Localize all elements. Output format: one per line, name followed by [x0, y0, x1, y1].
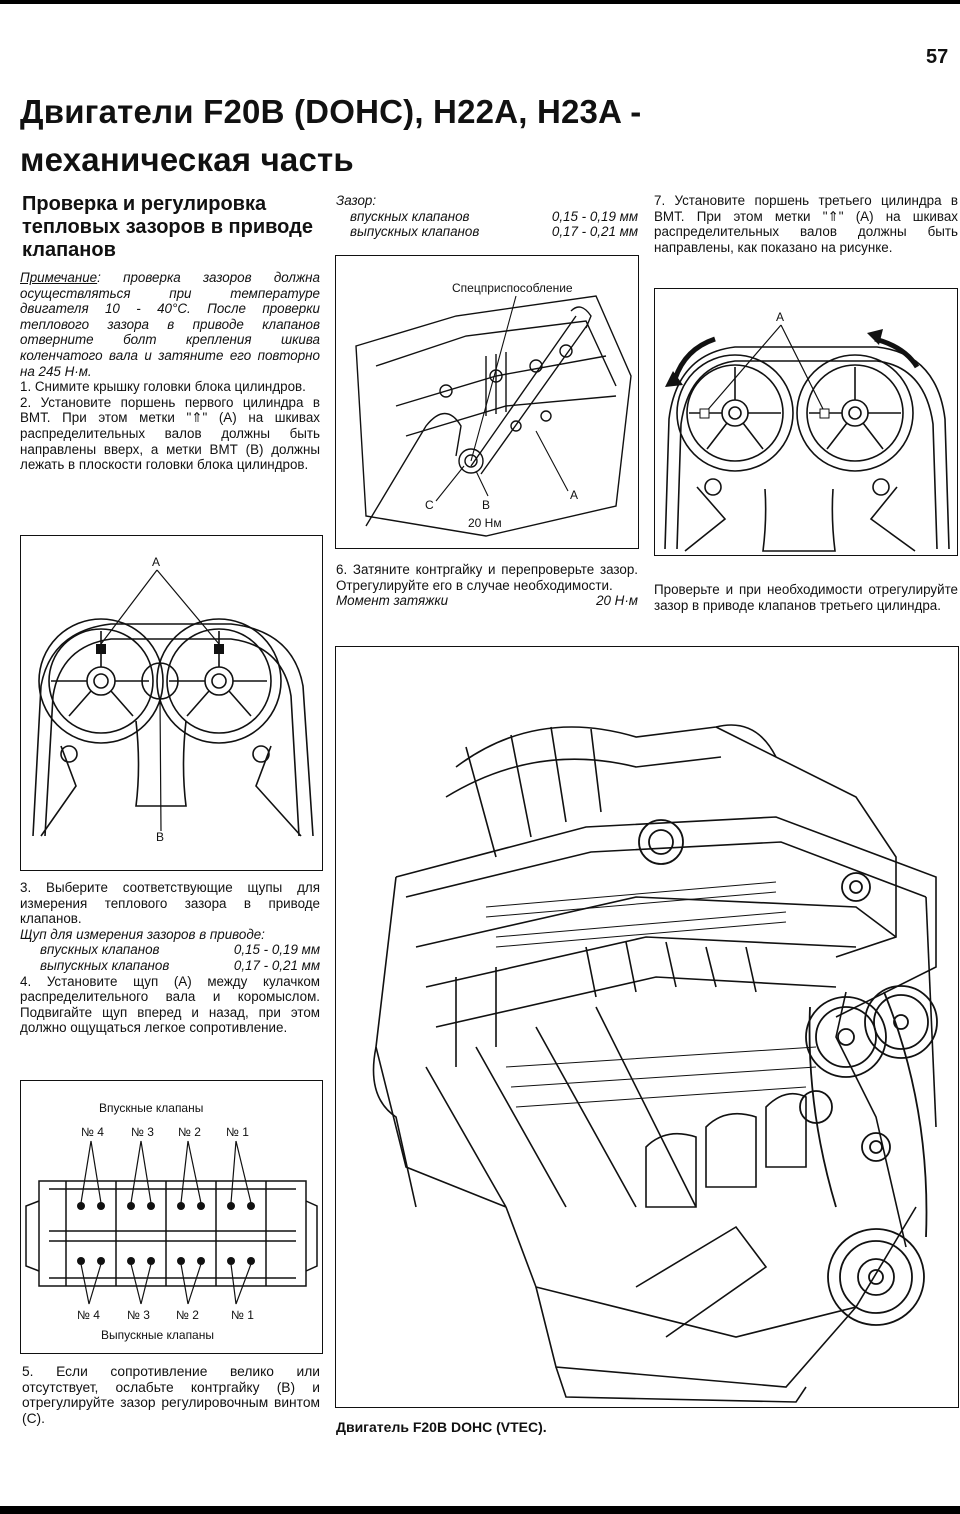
step-1: 1. Снимите крышку головки блока цилиндров. — [20, 379, 306, 395]
left-text-block — [20, 270, 320, 473]
feeler-heading: Щуп для измерения зазоров в приводе: — [20, 926, 265, 942]
exhaust-n4: № 4 — [77, 1308, 100, 1322]
clearance-exhaust — [336, 224, 638, 240]
feeler-intake — [20, 942, 320, 958]
intake-valves-title: Впускные клапаны — [99, 1101, 204, 1115]
left-text-block-2 — [20, 880, 320, 1036]
intake-n2: № 2 — [178, 1125, 201, 1139]
figure-cyl1-tdc — [20, 535, 323, 871]
cyl1-label-b: B — [156, 830, 165, 844]
clearance-top — [336, 193, 638, 240]
note-label: Примечание — [20, 270, 98, 285]
torque-label: Момент затяжки — [336, 593, 449, 609]
step-7b-block — [654, 582, 958, 613]
page-title — [20, 88, 641, 184]
exhaust-n3: № 3 — [127, 1308, 150, 1322]
note — [20, 270, 320, 379]
step-3: 3. Выберите соответствующие щупы для измерения теплового зазора в приводе клапанов. — [20, 880, 320, 927]
feeler-exhaust-value: 0,17 - 0,21 мм — [233, 957, 320, 973]
intake-n1: № 1 — [226, 1125, 249, 1139]
tool-label: Спецприспособление — [452, 281, 573, 295]
exhaust-n1: № 1 — [231, 1308, 254, 1322]
special-tool-drawing — [336, 256, 638, 548]
step-7-block — [654, 193, 958, 255]
figure-special-tool — [335, 255, 639, 549]
clearance-intake-value: 0,15 - 0,19 мм — [551, 208, 638, 224]
valves-drawing — [21, 1081, 322, 1353]
cyl3-label-a: A — [776, 310, 785, 324]
top-border — [0, 0, 960, 4]
torque-row — [336, 593, 638, 609]
cyl1-pulleys-drawing — [21, 536, 322, 870]
clearance-intake-label: впускных клапанов — [350, 208, 470, 224]
step-2: 2. Установите поршень первого цилиндра в ВМТ. При этом метки "⇑" (А) на шкивах распределительных валов должны быть направлены вверх, а метки ВМТ (В) должны лежать в плоскости головки блока цилиндров. — [20, 394, 320, 473]
bottom-border — [0, 1506, 960, 1514]
step-7: 7. Установите поршень третьего цилиндра в ВМТ. При этом метки "⇑" (А) на шкивах распределительных валов должны быть направлены, как показано на рисунке. — [654, 193, 958, 255]
feeler-exhaust-label: выпускных клапанов — [40, 957, 170, 973]
tool-torque: 20 Нм — [468, 516, 502, 530]
step-5: 5. Если сопротивление велико или отсутствует, ослабьте контргайку (В) и отрегулируйте зазор регулировочным винтом (С). — [22, 1364, 320, 1426]
title-line-1: Двигатели F20B (DOHC), H22A, H23A - — [20, 93, 642, 130]
title-line-2: механическая часть — [20, 141, 354, 178]
cyl3-pulleys-drawing — [655, 289, 957, 555]
section-heading: Проверка и регулировка тепловых зазоров в приводе клапанов — [22, 193, 313, 261]
clearance-intake — [336, 209, 638, 225]
torque-value: 20 Н·м — [596, 593, 638, 609]
exhaust-n2: № 2 — [176, 1308, 199, 1322]
figure-engine — [335, 646, 959, 1408]
tool-label-a: A — [570, 488, 579, 502]
clearance-exhaust-value: 0,17 - 0,21 мм — [551, 224, 638, 240]
step-6: 6. Затяните контргайку и перепроверьте зазор. Отрегулируйте его в случае необходимости. — [336, 562, 638, 593]
intake-n4: № 4 — [81, 1125, 104, 1139]
figure-cyl3-tdc — [654, 288, 958, 556]
clearance-exhaust-label: выпускных клапанов — [350, 224, 480, 240]
engine-caption: Двигатель F20B DOHC (VTEC). — [336, 1419, 547, 1435]
figure-valves — [20, 1080, 323, 1354]
step-4: 4. Установите щуп (А) между кулачком распределительного вала и коромыслом. Подвигайте щуп вперед и назад, при этом должно ощущаться легкое сопротивление. — [20, 973, 320, 1036]
step-5-block — [22, 1364, 320, 1426]
clearance-heading: Зазор: — [336, 193, 377, 208]
engine-drawing — [336, 647, 958, 1407]
cyl1-label-a: A — [152, 555, 161, 569]
feeler-intake-value: 0,15 - 0,19 мм — [233, 942, 320, 958]
page-number: 57 — [926, 46, 949, 68]
feeler-intake-label: впускных клапанов — [40, 942, 160, 958]
tool-label-b: B — [482, 498, 491, 512]
feeler-exhaust — [20, 958, 320, 974]
tool-label-c: C — [425, 498, 434, 512]
step-6-block — [336, 562, 638, 609]
exhaust-valves-title: Выпускные клапаны — [101, 1328, 214, 1342]
note-text: : проверка зазоров должна осуществляться при температуре двигателя 10 - 40°C. После проверки теплового зазора в приводе клапанов отверните болт крепления шкива коленчатого вала и затяните его повторно на 245 Н·м. — [20, 270, 320, 379]
step-7b: Проверьте и при необходимости отрегулируйте зазор в приводе клапанов третьего цилиндра. — [654, 582, 958, 613]
intake-n3: № 3 — [131, 1125, 154, 1139]
